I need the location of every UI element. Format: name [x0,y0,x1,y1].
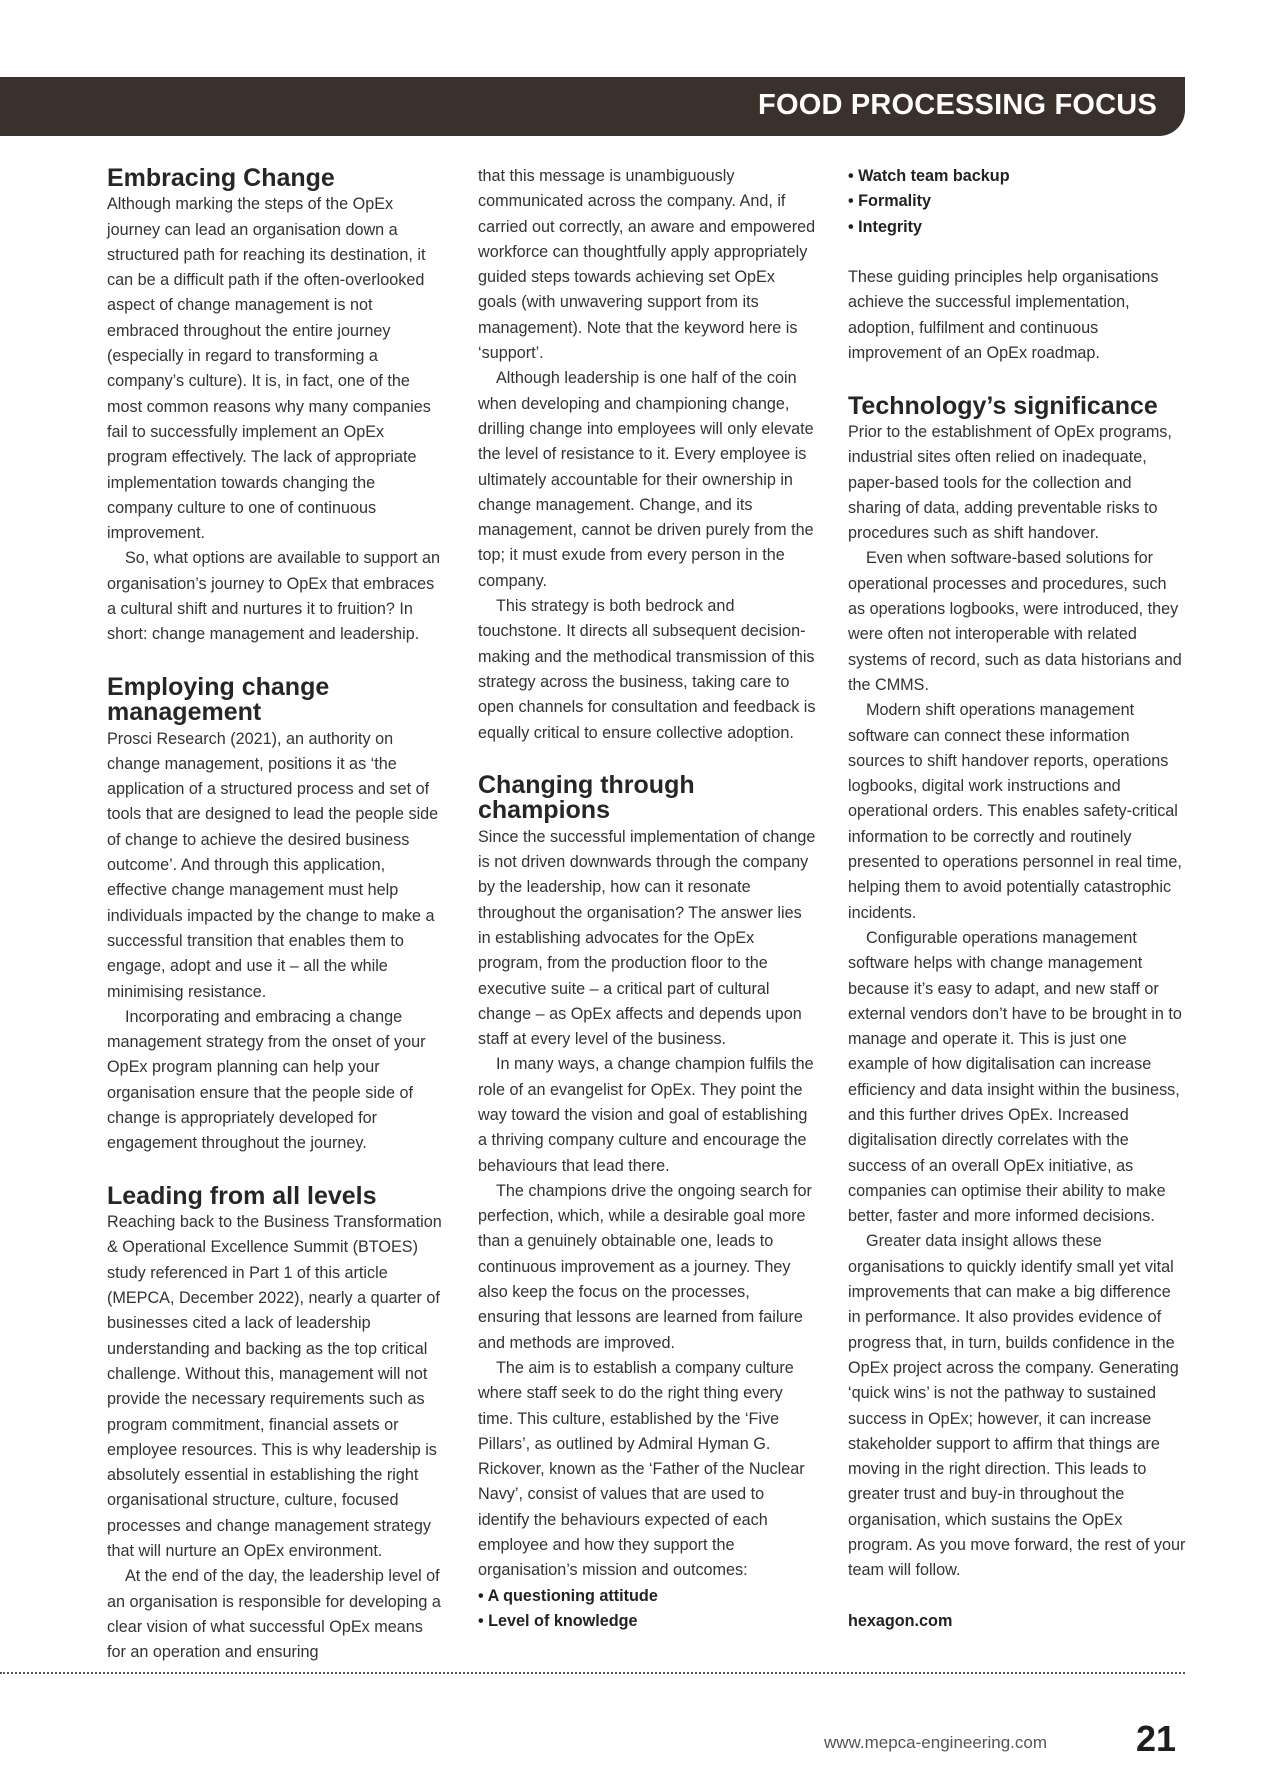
list-item: • Watch team backup [848,167,1010,185]
paragraph: Reaching back to the Business Transformation & Operational Excellence Summit (BTOES) study referenced in Part 1 of this article (MEPCA, December 2022), nearly a quarter of businesses cited a lack of leadership understanding and backing as the top critical challenge. Without this, management will not provide the necessary requirements such as program commitment, financial assets or employee resources. This is why leadership is absolutely essential in establishing the right organisational structure, culture, focused processes and change management strategy that will nurture an OpEx environment. [107,1213,442,1561]
heading-embracing-change: Embracing Change [107,164,335,192]
section-banner [0,77,1185,136]
paragraph: So, what options are available to support an organisation’s journey to OpEx that embraces a cultural shift and nurtures it to fruition? In short: change management and leadership. [107,549,440,644]
heading-technologys-significance: Technology’s significance [848,391,1158,420]
paragraph: Even when software-based solutions for operational processes and procedures, such as operations logbooks, were introduced, they were often not interoperable with related systems of record, such as data historians and the CMMS. [848,549,1182,694]
paragraph: At the end of the day, the leadership level of an organisation is responsible for developing a clear vision of what successful OpEx means for an operation and ensuring [107,1567,441,1662]
footer-divider [0,1672,1185,1674]
paragraph: The aim is to establish a company culture where staff seek to do the right thing every time. This culture, established by the ‘Five Pillars’, as outlined by Admiral Hyman G. Rickover, known as the ‘Father of the Nuclear Navy’, consist of values that are used to identify the behaviours expected of each employee and how they support the organisation’s mission and outcomes: [478,1358,805,1580]
paragraph: Although leadership is one half of the coin when developing and championing change, drilling change into employees will only elevate the level of resistance to it. Every employee is ultimately accountable for their ownership in change management. Change, and its management, cannot be driven purely from the top; it must exude from every person in the company. [478,369,814,590]
paragraph: Modern shift operations management software can connect these information sources to shift handover reports, operations logbooks, digital work instructions and operational orders. This enables safety-critical information to be correctly and routinely presented to operations personnel in real time, helping them to avoid potentially catastrophic incidents. [848,701,1182,922]
paragraph: The champions drive the ongoing search for perfection, which, while a desirable goal more than a genuinely obtainable one, leads to continuous improvement as a journey. They also keep the focus on the processes, ensuring that lessons are learned from failure and methods are improved. [478,1181,812,1352]
heading-leading-from-all-levels: Leading from all levels [107,1181,377,1210]
company-website: hexagon.com [848,1611,953,1630]
paragraph: In many ways, a change champion fulfils the role of an evangelist for OpEx. They point the way toward the vision and goal of establishing a thriving company culture and encourage the behaviours that lead there. [478,1055,814,1175]
paragraph: Since the successful implementation of change is not driven downwards through the company by the leadership, how can it resonate throughout the organisation? The answer lies in establishing advocates for the OpEx program, from the production floor to the executive suite – a critical part of cultural change – as OpEx affects and depends upon staff at every level of the business. [478,827,816,1049]
paragraph: Although marking the steps of the OpEx journey can lead an organisation down a structured path for reaching its destination, it can be a difficult path if the often-overlooked aspect of change management is not embraced throughout the entire journey (especially in regard to transforming a company’s culture). It is, in fact, one of the most common reasons why many companies fail to successfully implement an OpEx program effectively. The lack of appropriate implementation towards changing the company culture to one of continuous improvement. [107,195,431,543]
paragraph: that this message is unambiguously communicated across the company. And, if carried out correctly, an aware and empowered workforce can thoughtfully apply appropriately guided steps towards achieving set OpEx goals (with unwavering support from its management). Note that the keyword here is ‘support’. [478,167,816,363]
section-title: FOOD PROCESSING FOCUS [758,89,1157,121]
column-3 [848,164,1186,1634]
column-1 [107,164,445,1666]
footer-website: www.mepca-engineering.com [824,1733,1047,1752]
five-pillars-list-continued [848,164,1186,240]
heading-employing-change-management: Employing change management [107,672,330,727]
list-item: • Level of knowledge [478,1611,638,1630]
paragraph: These guiding principles help organisations achieve the successful implementation, adoption, fulfilment and continuous improvement of an OpEx roadmap. [848,268,1159,363]
column-2 [478,164,816,1634]
list-item: • Formality [848,192,932,211]
paragraph: Greater data insight allows these organisations to quickly identify small yet vital improvements that can make a big difference in performance. It also provides evidence of progress that, in turn, builds confidence in the OpEx project across the company. Generating ‘quick wins’ is not the pathway to sustained success in OpEx; however, it can increase stakeholder support to affirm that things are moving in the right direction. This leads to greater trust and buy-in throughout the organisation, which sustains the OpEx program. As you move forward, the rest of your team will follow. [848,1232,1186,1580]
paragraph: Configurable operations management software helps with change management because it’s easy to adapt, and new staff or external vendors don’t have to be brought in to manage and operate it. This is just one example of how digitalisation can increase efficiency and data insight within the business, and this further drives OpEx. Increased digitalisation directly correlates with the success of an overall OpEx initiative, as companies can optimise their ability to make better, faster and more informed decisions. [848,928,1182,1226]
heading-changing-through-champions: Changing through champions [478,771,695,825]
page-number: 21 [1136,1718,1177,1759]
paragraph: Incorporating and embracing a change management strategy from the onset of your OpEx program planning can help your organisation ensure that the people side of change is appropriately developed for engagement throughout the journey. [107,1007,426,1153]
paragraph: Prior to the establishment of OpEx programs, industrial sites often relied on inadequate, paper-based tools for the collection and sharing of data, adding preventable risks to procedures such as shift handover. [848,422,1172,543]
list-item: • A questioning attitude [478,1586,658,1605]
paragraph: Prosci Research (2021), an authority on change management, positions it as ‘the application of a structured process and set of tools that are designed to lead the people side of change to achieve the desired business outcome’. And through this application, effective change management must help individuals impacted by the change to make a successful transition that enables them to engage, adopt and use it – all the while minimising resistance. [107,729,439,1001]
five-pillars-list [478,1584,816,1635]
list-item: • Integrity [848,217,923,236]
paragraph: This strategy is both bedrock and touchstone. It directs all subsequent decision-making and the methodical transmission of this strategy across the business, taking care to open channels for consultation and feedback is equally critical to ensure collective adoption. [478,597,816,742]
